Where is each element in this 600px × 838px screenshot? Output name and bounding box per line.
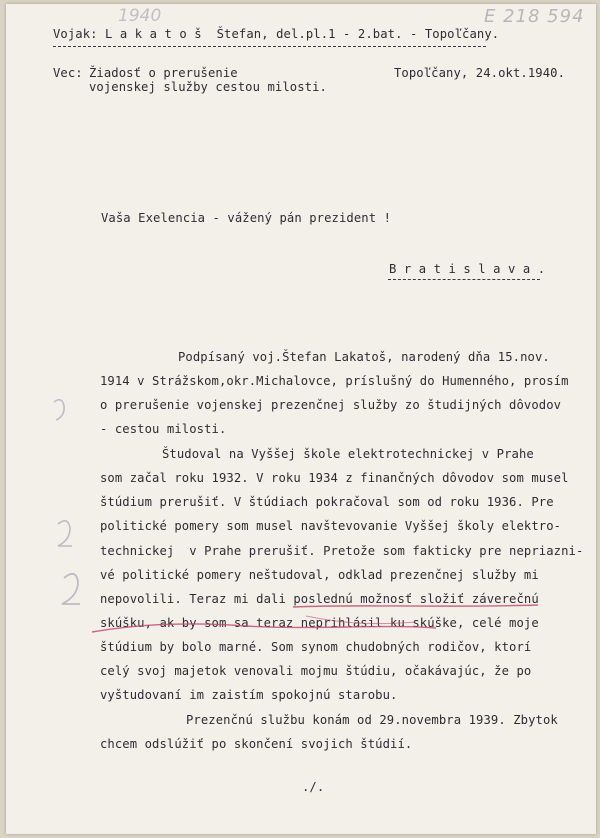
body-line: - cestou milosti. bbox=[100, 422, 227, 436]
body-line: štúdium prerušiť. V štúdiach pokračoval som od roku 1936. Pre bbox=[100, 495, 554, 509]
body-line: o prerušenie vojenskej prezenčnej služby zo študijných dôvodov bbox=[100, 398, 562, 412]
body-line: som začal roku 1932. V roku 1934 z finančných dôvodov som musel bbox=[100, 471, 569, 485]
body-line: Študoval na Vyššej škole elektrotechnickej v Prahe bbox=[162, 447, 534, 461]
margin-mark-3 bbox=[62, 574, 80, 604]
city-underline bbox=[388, 279, 540, 280]
body-line: celý svoj majetok venovali mojmu štúdiu, očakávajúc, že po bbox=[100, 664, 532, 678]
body-line: technickej v Prahe prerušiť. Pretože som fakticky pre nepriazni- bbox=[100, 544, 584, 558]
body-line: vyštudovaní im zaistím spokojnú starobu. bbox=[100, 688, 398, 702]
pencil-annotations bbox=[6, 4, 596, 834]
place-date: Topoľčany, 24.okt.1940. bbox=[394, 66, 566, 80]
body-line: Prezenčnú službu konám od 29.novembra 1939. Zbytok bbox=[186, 713, 558, 727]
margin-mark-1 bbox=[54, 400, 64, 420]
archive-number: E 218 594 bbox=[484, 6, 585, 27]
letter-page bbox=[6, 4, 596, 834]
sender-underline bbox=[53, 46, 486, 47]
body-line: skúšku, ak by som sa teraz neprihlásil ku skúške, celé moje bbox=[100, 616, 539, 630]
margin-mark-2 bbox=[58, 521, 72, 546]
city: B r a t i s l a v a . bbox=[389, 262, 546, 276]
subject-line-2: vojenskej služby cestou milosti. bbox=[89, 80, 327, 94]
pencil-year-mark: 1940 bbox=[118, 6, 162, 26]
body-line: 1914 v Strážskom,okr.Michalovce, príslušný do Humenného, prosím bbox=[100, 374, 569, 388]
body-line: politické pomery som musel navštevovanie Vyššej školy elektro- bbox=[100, 519, 562, 533]
body-line: nepovolili. Teraz mi dali poslednú možnosť složiť záverečnú bbox=[100, 592, 539, 606]
body-line: Podpísaný voj.Štefan Lakatoš, narodený dňa 15.nov. bbox=[178, 350, 550, 364]
body-line: štúdium by bolo marné. Som synom chudobných rodičov, ktorí bbox=[100, 640, 532, 654]
salutation: Vaša Exelencia - vážený pán prezident ! bbox=[101, 211, 392, 225]
sender-line: Vojak: L a k a t o š Štefan, del.pl.1 - 2.bat. - Topoľčany. bbox=[53, 27, 500, 41]
body-line: vé politické pomery neštudoval, odklad prezenčnej služby mi bbox=[100, 568, 539, 582]
subject-label: Vec: bbox=[53, 66, 83, 80]
continuation-mark: ./. bbox=[302, 780, 325, 794]
subject-line-1: Žiadosť o prerušenie bbox=[89, 66, 238, 80]
body-line: chcem odslúžiť po skončení svojich štúdií. bbox=[100, 737, 413, 751]
